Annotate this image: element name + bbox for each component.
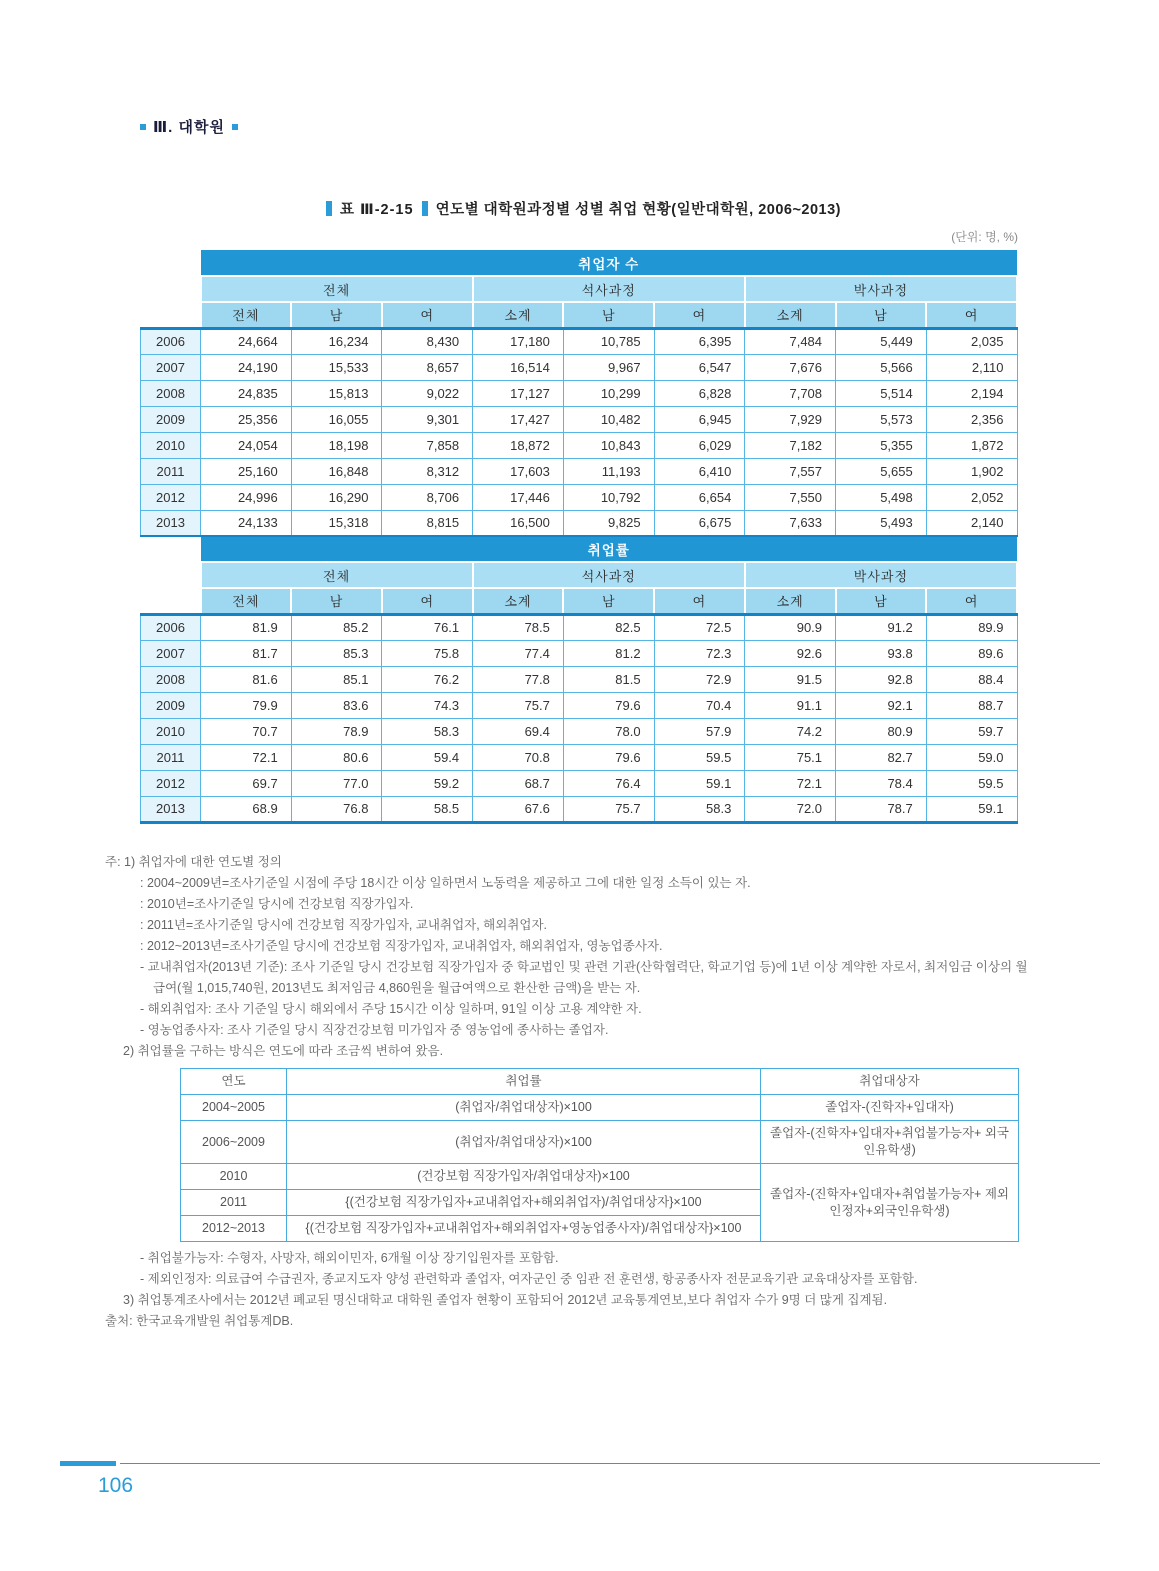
value-cell: 75.7 xyxy=(563,796,654,822)
method-formula: {(건강보험 직장가입자+교내취업자+해외취업자+영농업종사자)/취업대상자}×100 xyxy=(287,1216,761,1242)
value-cell: 17,427 xyxy=(473,406,564,432)
table-row xyxy=(141,458,1018,484)
value-cell: 1,872 xyxy=(926,432,1017,458)
value-cell: 58.3 xyxy=(654,796,745,822)
value-cell: 16,500 xyxy=(473,510,564,536)
value-cell: 6,828 xyxy=(654,380,745,406)
value-cell: 25,160 xyxy=(201,458,292,484)
value-cell: 7,550 xyxy=(745,484,836,510)
group-header-total: 전체 xyxy=(201,276,473,302)
note-line: - 교내취업자(2013년 기준): 조사 기준일 당시 건강보험 직장가입자 중 학교법인 및 관련 기관(산학협력단, 학교기업 등)에 1년 이상 계약한 자로서, 최저임금 이상의 월 급여(월 1,015,740원, 2013년도 최저임금 4,860원을 월급여액으로 환산한 금액)을 받는 자. xyxy=(140,960,1028,995)
column-header: 남 xyxy=(563,302,654,328)
corner-cell xyxy=(141,250,201,328)
rate-header-group xyxy=(141,536,1018,614)
bullet-square-icon xyxy=(232,124,238,130)
caption-label: 표 Ⅲ-2-15 xyxy=(339,202,414,218)
value-cell: 72.3 xyxy=(654,640,745,666)
value-cell: 7,676 xyxy=(745,354,836,380)
value-cell: 5,514 xyxy=(836,380,927,406)
value-cell: 7,484 xyxy=(745,328,836,354)
value-cell: 6,395 xyxy=(654,328,745,354)
value-cell: 8,312 xyxy=(382,458,473,484)
value-cell: 2,035 xyxy=(926,328,1017,354)
value-cell: 76.1 xyxy=(382,614,473,640)
year-cell: 2013 xyxy=(141,796,201,822)
employment-table xyxy=(140,250,1018,824)
value-cell: 92.8 xyxy=(836,666,927,692)
value-cell: 85.3 xyxy=(291,640,382,666)
value-cell: 8,657 xyxy=(382,354,473,380)
caption-title: 연도별 대학원과정별 성별 취업 현황(일반대학원, 2006~2013) xyxy=(435,202,842,218)
value-cell: 24,835 xyxy=(201,380,292,406)
table-row xyxy=(141,510,1018,536)
caption-bar-icon xyxy=(326,201,332,216)
method-target: 졸업자-(진학자+입대자+취업불가능자+ 외국인유학생) xyxy=(761,1121,1019,1164)
note-line: 주: 1) 취업자에 대한 연도별 정의 xyxy=(105,855,282,869)
value-cell: 15,813 xyxy=(291,380,382,406)
column-header: 여 xyxy=(382,588,473,614)
value-cell: 15,533 xyxy=(291,354,382,380)
value-cell: 59.1 xyxy=(654,770,745,796)
year-cell: 2007 xyxy=(141,354,201,380)
year-cell: 2008 xyxy=(141,380,201,406)
column-header: 남 xyxy=(291,302,382,328)
value-cell: 6,945 xyxy=(654,406,745,432)
table-row xyxy=(141,692,1018,718)
column-header: 남 xyxy=(836,302,927,328)
value-cell: 10,299 xyxy=(563,380,654,406)
value-cell: 93.8 xyxy=(836,640,927,666)
table-row xyxy=(141,718,1018,744)
value-cell: 80.9 xyxy=(836,718,927,744)
value-cell: 9,022 xyxy=(382,380,473,406)
method-target: 졸업자-(진학자+입대자+취업불가능자+ 제외인정자+외국인유학생) xyxy=(761,1164,1019,1242)
value-cell: 7,633 xyxy=(745,510,836,536)
method-year: 2012~2013 xyxy=(181,1216,287,1242)
method-target: 졸업자-(진학자+입대자) xyxy=(761,1095,1019,1121)
method-header-year: 연도 xyxy=(181,1069,287,1095)
value-cell: 82.5 xyxy=(563,614,654,640)
column-header: 남 xyxy=(836,588,927,614)
value-cell: 24,190 xyxy=(201,354,292,380)
group-header-masters: 석사과정 xyxy=(473,562,745,588)
value-cell: 92.6 xyxy=(745,640,836,666)
value-cell: 74.2 xyxy=(745,718,836,744)
value-cell: 16,234 xyxy=(291,328,382,354)
value-cell: 59.0 xyxy=(926,744,1017,770)
value-cell: 24,996 xyxy=(201,484,292,510)
table-row xyxy=(141,380,1018,406)
value-cell: 78.4 xyxy=(836,770,927,796)
value-cell: 59.1 xyxy=(926,796,1017,822)
value-cell: 69.7 xyxy=(201,770,292,796)
value-cell: 9,301 xyxy=(382,406,473,432)
value-cell: 7,929 xyxy=(745,406,836,432)
column-header: 여 xyxy=(926,588,1017,614)
column-header: 소계 xyxy=(745,302,836,328)
value-cell: 7,557 xyxy=(745,458,836,484)
value-cell: 80.6 xyxy=(291,744,382,770)
value-cell: 76.4 xyxy=(563,770,654,796)
value-cell: 70.8 xyxy=(473,744,564,770)
value-cell: 17,127 xyxy=(473,380,564,406)
note-line: 3) 취업통계조사에서는 2012년 폐교된 명신대학교 대학원 졸업자 현황이 포함되어 2012년 교육통계연보,보다 취업자 수가 9명 더 많게 집계됨. xyxy=(123,1293,888,1307)
value-cell: 2,356 xyxy=(926,406,1017,432)
method-header-rate: 취업률 xyxy=(287,1069,761,1095)
note-line: : 2012~2013년=조사기준일 당시에 건강보험 직장가입자, 교내취업자, 해외취업자, 영농업종사자. xyxy=(140,939,663,953)
value-cell: 2,052 xyxy=(926,484,1017,510)
value-cell: 72.1 xyxy=(201,744,292,770)
value-cell: 67.6 xyxy=(473,796,564,822)
value-cell: 16,514 xyxy=(473,354,564,380)
value-cell: 2,194 xyxy=(926,380,1017,406)
value-cell: 18,198 xyxy=(291,432,382,458)
note-line: - 취업불가능자: 수형자, 사망자, 해외이민자, 6개월 이상 장기입원자를 포함함. xyxy=(140,1251,559,1265)
value-cell: 17,603 xyxy=(473,458,564,484)
unit-note: (단위: 명, %) xyxy=(951,230,1018,244)
footer-rule-thick xyxy=(60,1461,116,1466)
value-cell: 59.2 xyxy=(382,770,473,796)
method-year: 2004~2005 xyxy=(181,1095,287,1121)
value-cell: 16,055 xyxy=(291,406,382,432)
value-cell: 5,655 xyxy=(836,458,927,484)
group-header-total: 전체 xyxy=(201,562,473,588)
note-line: - 영농업종사자: 조사 기준일 당시 직장건강보험 미가입자 중 영농업에 종사하는 졸업자. xyxy=(140,1023,609,1037)
value-cell: 24,664 xyxy=(201,328,292,354)
value-cell: 88.7 xyxy=(926,692,1017,718)
value-cell: 59.7 xyxy=(926,718,1017,744)
value-cell: 79.6 xyxy=(563,692,654,718)
value-cell: 1,902 xyxy=(926,458,1017,484)
rate-rows xyxy=(141,614,1018,822)
value-cell: 78.0 xyxy=(563,718,654,744)
value-cell: 91.2 xyxy=(836,614,927,640)
note-line: : 2004~2009년=조사기준일 시점에 주당 18시간 이상 일하면서 노동력을 제공하고 그에 대한 일정 소득이 있는 자. xyxy=(140,876,751,890)
value-cell: 8,706 xyxy=(382,484,473,510)
value-cell: 9,967 xyxy=(563,354,654,380)
bullet-square-icon xyxy=(140,124,146,130)
chapter-title: Ⅲ. 대학원 xyxy=(153,119,225,136)
value-cell: 59.4 xyxy=(382,744,473,770)
page-number: 106 xyxy=(98,1474,134,1497)
year-cell: 2010 xyxy=(141,432,201,458)
section-header-employed-count: 취업자 수 xyxy=(201,250,1018,276)
value-cell: 85.2 xyxy=(291,614,382,640)
value-cell: 5,566 xyxy=(836,354,927,380)
value-cell: 75.8 xyxy=(382,640,473,666)
value-cell: 25,356 xyxy=(201,406,292,432)
column-header: 소계 xyxy=(473,588,564,614)
value-cell: 77.0 xyxy=(291,770,382,796)
value-cell: 5,493 xyxy=(836,510,927,536)
year-cell: 2008 xyxy=(141,666,201,692)
value-cell: 6,654 xyxy=(654,484,745,510)
value-cell: 16,848 xyxy=(291,458,382,484)
year-cell: 2013 xyxy=(141,510,201,536)
column-header: 전체 xyxy=(201,588,292,614)
year-cell: 2012 xyxy=(141,484,201,510)
value-cell: 24,133 xyxy=(201,510,292,536)
year-cell: 2011 xyxy=(141,458,201,484)
table-row xyxy=(141,406,1018,432)
caption-bar-icon xyxy=(422,201,428,216)
value-cell: 5,573 xyxy=(836,406,927,432)
corner-cell xyxy=(141,536,201,614)
value-cell: 76.8 xyxy=(291,796,382,822)
value-cell: 78.5 xyxy=(473,614,564,640)
value-cell: 92.1 xyxy=(836,692,927,718)
value-cell: 91.1 xyxy=(745,692,836,718)
value-cell: 81.9 xyxy=(201,614,292,640)
value-cell: 59.5 xyxy=(654,744,745,770)
method-formula: {(건강보험 직장가입자+교내취업자+해외취업자)/취업대상자}×100 xyxy=(287,1190,761,1216)
value-cell: 5,498 xyxy=(836,484,927,510)
value-cell: 72.9 xyxy=(654,666,745,692)
value-cell: 59.5 xyxy=(926,770,1017,796)
value-cell: 6,410 xyxy=(654,458,745,484)
value-cell: 10,792 xyxy=(563,484,654,510)
group-header-masters: 석사과정 xyxy=(473,276,745,302)
group-header-doctoral: 박사과정 xyxy=(745,562,1017,588)
employed-header-group xyxy=(141,250,1018,328)
value-cell: 78.7 xyxy=(836,796,927,822)
employed-rows xyxy=(141,328,1018,536)
value-cell: 10,785 xyxy=(563,328,654,354)
value-cell: 70.4 xyxy=(654,692,745,718)
value-cell: 8,430 xyxy=(382,328,473,354)
value-cell: 91.5 xyxy=(745,666,836,692)
value-cell: 72.1 xyxy=(745,770,836,796)
value-cell: 79.6 xyxy=(563,744,654,770)
year-cell: 2006 xyxy=(141,614,201,640)
value-cell: 18,872 xyxy=(473,432,564,458)
column-header: 여 xyxy=(654,588,745,614)
value-cell: 24,054 xyxy=(201,432,292,458)
value-cell: 77.4 xyxy=(473,640,564,666)
table-row xyxy=(141,614,1018,640)
method-formula: (취업자/취업대상자)×100 xyxy=(287,1121,761,1164)
method-year: 2006~2009 xyxy=(181,1121,287,1164)
table-row xyxy=(141,770,1018,796)
value-cell: 6,029 xyxy=(654,432,745,458)
year-cell: 2011 xyxy=(141,744,201,770)
value-cell: 7,708 xyxy=(745,380,836,406)
value-cell: 68.9 xyxy=(201,796,292,822)
value-cell: 2,140 xyxy=(926,510,1017,536)
table-caption xyxy=(0,198,1159,219)
note-line: - 해외취업자: 조사 기준일 당시 해외에서 주당 15시간 이상 일하며, 91일 이상 고용 계약한 자. xyxy=(140,1002,642,1016)
value-cell: 58.3 xyxy=(382,718,473,744)
value-cell: 75.7 xyxy=(473,692,564,718)
value-cell: 83.6 xyxy=(291,692,382,718)
year-cell: 2006 xyxy=(141,328,201,354)
value-cell: 7,182 xyxy=(745,432,836,458)
value-cell: 82.7 xyxy=(836,744,927,770)
value-cell: 77.8 xyxy=(473,666,564,692)
value-cell: 5,355 xyxy=(836,432,927,458)
value-cell: 76.2 xyxy=(382,666,473,692)
notes-section xyxy=(105,852,1040,1332)
table-row xyxy=(141,640,1018,666)
value-cell: 81.2 xyxy=(563,640,654,666)
value-cell: 10,843 xyxy=(563,432,654,458)
value-cell: 5,449 xyxy=(836,328,927,354)
value-cell: 9,825 xyxy=(563,510,654,536)
value-cell: 74.3 xyxy=(382,692,473,718)
method-formula: (건강보험 직장가입자/취업대상자)×100 xyxy=(287,1164,761,1190)
method-table xyxy=(180,1068,1019,1242)
method-header-target: 취업대상자 xyxy=(761,1069,1019,1095)
year-cell: 2010 xyxy=(141,718,201,744)
value-cell: 81.7 xyxy=(201,640,292,666)
value-cell: 79.9 xyxy=(201,692,292,718)
column-header: 여 xyxy=(926,302,1017,328)
year-cell: 2012 xyxy=(141,770,201,796)
value-cell: 85.1 xyxy=(291,666,382,692)
value-cell: 58.5 xyxy=(382,796,473,822)
table-row xyxy=(141,484,1018,510)
value-cell: 89.9 xyxy=(926,614,1017,640)
chapter-heading xyxy=(133,116,245,137)
table-row xyxy=(141,744,1018,770)
value-cell: 81.5 xyxy=(563,666,654,692)
year-cell: 2009 xyxy=(141,406,201,432)
value-cell: 6,675 xyxy=(654,510,745,536)
column-header: 남 xyxy=(563,588,654,614)
table-row xyxy=(141,666,1018,692)
method-year: 2010 xyxy=(181,1164,287,1190)
value-cell: 15,318 xyxy=(291,510,382,536)
value-cell: 57.9 xyxy=(654,718,745,744)
column-header: 남 xyxy=(291,588,382,614)
column-header: 소계 xyxy=(473,302,564,328)
method-year: 2011 xyxy=(181,1190,287,1216)
value-cell: 69.4 xyxy=(473,718,564,744)
column-header: 여 xyxy=(654,302,745,328)
value-cell: 17,446 xyxy=(473,484,564,510)
value-cell: 90.9 xyxy=(745,614,836,640)
value-cell: 2,110 xyxy=(926,354,1017,380)
column-header: 여 xyxy=(382,302,473,328)
value-cell: 75.1 xyxy=(745,744,836,770)
value-cell: 68.7 xyxy=(473,770,564,796)
note-line: 2) 취업률을 구하는 방식은 연도에 따라 조금씩 변하여 왔음. xyxy=(123,1044,444,1058)
value-cell: 70.7 xyxy=(201,718,292,744)
value-cell: 88.4 xyxy=(926,666,1017,692)
value-cell: 7,858 xyxy=(382,432,473,458)
value-cell: 6,547 xyxy=(654,354,745,380)
year-cell: 2007 xyxy=(141,640,201,666)
value-cell: 8,815 xyxy=(382,510,473,536)
method-formula: (취업자/취업대상자)×100 xyxy=(287,1095,761,1121)
table-row xyxy=(141,432,1018,458)
value-cell: 10,482 xyxy=(563,406,654,432)
year-cell: 2009 xyxy=(141,692,201,718)
note-line: : 2010년=조사기준일 당시에 건강보험 직장가입자. xyxy=(140,897,414,911)
value-cell: 17,180 xyxy=(473,328,564,354)
section-header-employment-rate: 취업률 xyxy=(201,536,1018,562)
note-line: : 2011년=조사기준일 당시에 건강보험 직장가입자, 교내취업자, 해외취업자. xyxy=(140,918,548,932)
table-row xyxy=(141,796,1018,822)
table-row xyxy=(141,354,1018,380)
value-cell: 78.9 xyxy=(291,718,382,744)
value-cell: 72.5 xyxy=(654,614,745,640)
value-cell: 16,290 xyxy=(291,484,382,510)
value-cell: 81.6 xyxy=(201,666,292,692)
column-header: 소계 xyxy=(745,588,836,614)
value-cell: 72.0 xyxy=(745,796,836,822)
table-row xyxy=(141,328,1018,354)
note-line: - 제외인정자: 의료급여 수급권자, 종교지도자 양성 관련학과 졸업자, 여자군인 중 임관 전 훈련생, 항공종사자 전문교육기관 교육대상자를 포함함. xyxy=(140,1272,918,1286)
column-header: 전체 xyxy=(201,302,292,328)
group-header-doctoral: 박사과정 xyxy=(745,276,1017,302)
footer-rule-thin xyxy=(120,1463,1100,1464)
value-cell: 89.6 xyxy=(926,640,1017,666)
value-cell: 11,193 xyxy=(563,458,654,484)
source-line: 출처: 한국교육개발원 취업통계DB. xyxy=(105,1314,294,1328)
